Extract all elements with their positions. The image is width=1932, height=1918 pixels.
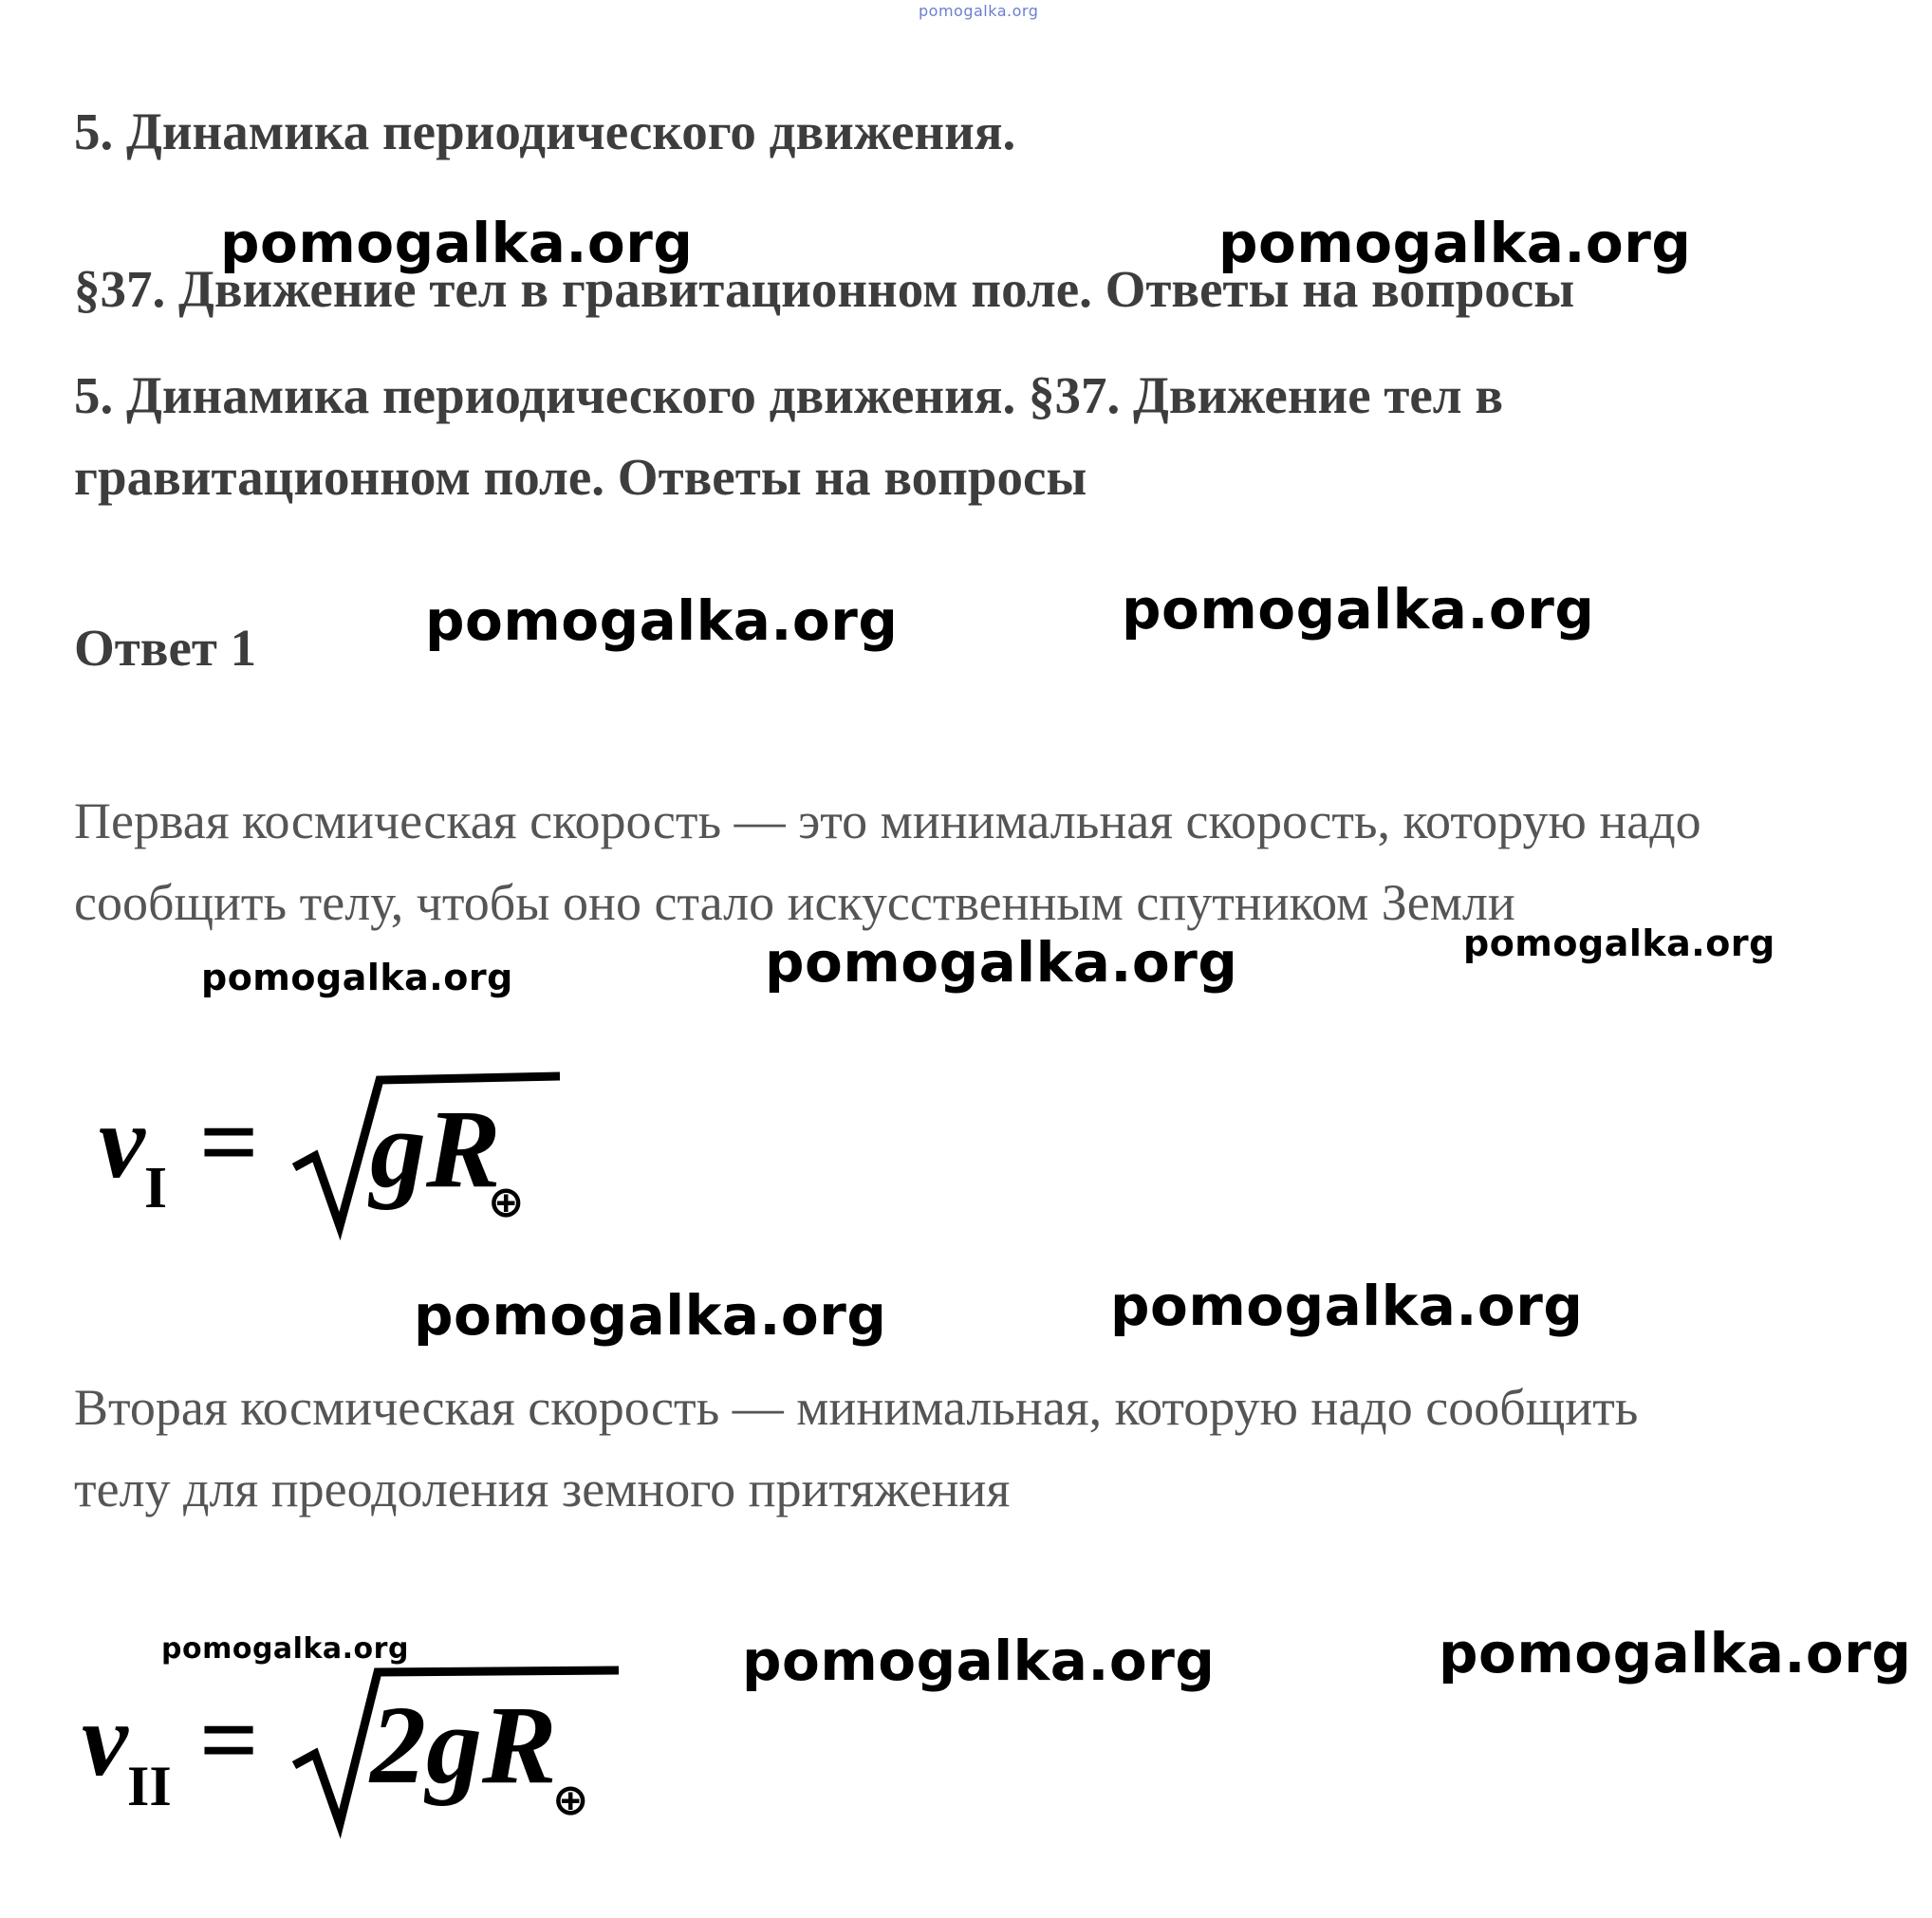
second-cosmic-velocity-formula (78, 1651, 647, 1841)
full-heading-line-2: гравитационном поле. Ответы на вопросы (74, 448, 1087, 506)
watermark: pomogalka.org (161, 1632, 409, 1666)
paragraph-2-line-1: Вторая космическая скорость — минимальная, которую надо сообщить (74, 1379, 1639, 1436)
watermark: pomogalka.org (425, 588, 899, 653)
formula-1-subscript: I (144, 1156, 168, 1220)
page-title: 5. Динамика периодического движения. (74, 102, 1016, 160)
paragraph-1-line-2: сообщить телу, чтобы оно стало искусственным спутником Земли (74, 874, 1515, 931)
formula-2-radicand: 2gR (370, 1683, 557, 1807)
formula-2-earth-symbol: ⊕ (552, 1774, 589, 1825)
answer-label: Ответ 1 (74, 619, 257, 677)
formula-2-subscript: II (127, 1755, 172, 1817)
top-watermark: pomogalka.org (919, 2, 1039, 20)
watermark: pomogalka.org (765, 930, 1238, 995)
watermark: pomogalka.org (220, 211, 694, 275)
formula-1-equals: = (199, 1084, 259, 1200)
watermark: pomogalka.org (1439, 1621, 1912, 1685)
formula-1-earth-symbol: ⊕ (488, 1176, 525, 1227)
first-cosmic-velocity-formula (95, 1063, 588, 1243)
full-heading-line-1: 5. Динамика периодического движения. §37. Движение тел в (74, 366, 1504, 424)
watermark: pomogalka.org (1110, 1274, 1584, 1338)
paragraph-2-line-2: телу для преодоления земного притяжения (74, 1461, 1011, 1518)
formula-1-variable: v (99, 1084, 145, 1200)
watermark: pomogalka.org (1218, 211, 1692, 275)
section-subtitle: §37. Движение тел в гравитационном поле. Ответы на вопросы (74, 260, 1575, 318)
watermark: pomogalka.org (742, 1629, 1216, 1693)
formula-1-radicand: gR (370, 1087, 501, 1211)
watermark: pomogalka.org (201, 957, 513, 998)
watermark: pomogalka.org (1122, 577, 1595, 642)
formula-2-equals: = (199, 1682, 259, 1797)
formula-2-variable: v (82, 1682, 128, 1797)
watermark: pomogalka.org (1463, 922, 1775, 964)
paragraph-1-line-1: Первая космическая скорость — это минимальная скорость, которую надо (74, 792, 1701, 849)
watermark: pomogalka.org (414, 1283, 887, 1348)
